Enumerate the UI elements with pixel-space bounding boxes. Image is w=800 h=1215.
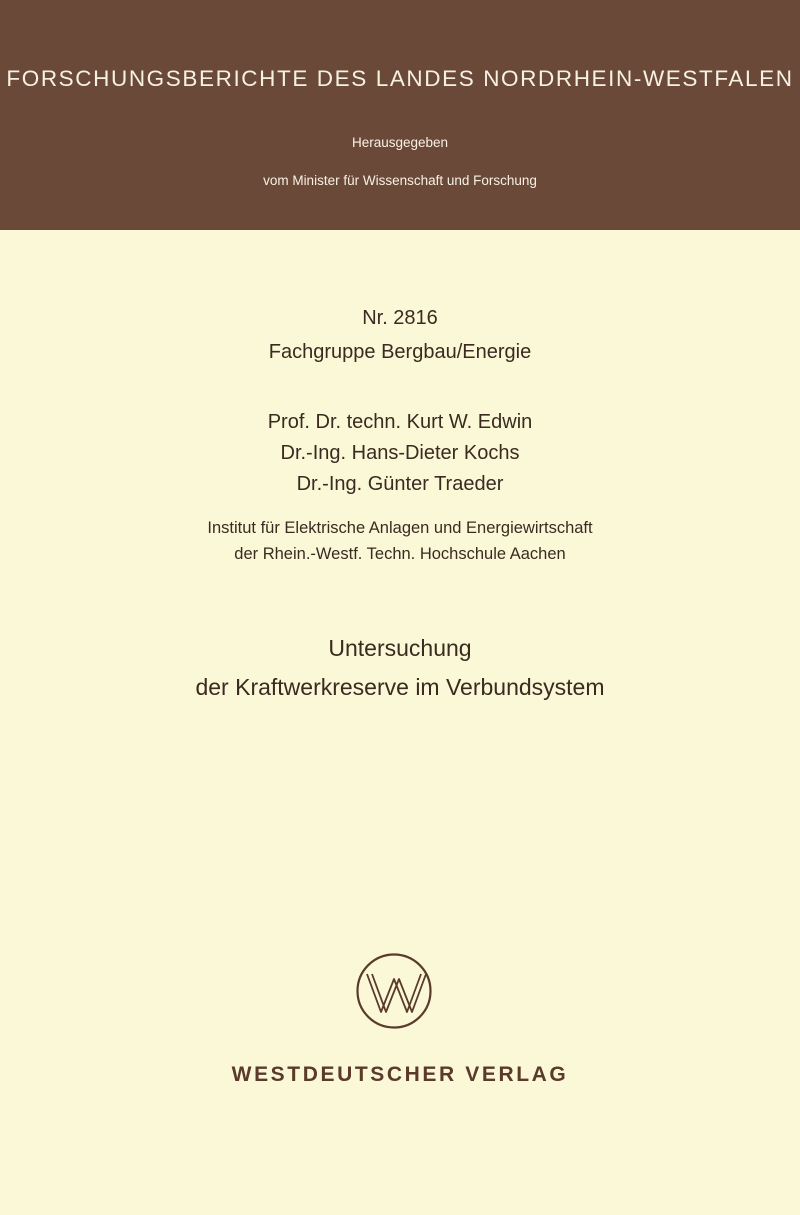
report-number: Nr. 2816 (362, 307, 438, 329)
editor-line: Herausgegeben (351, 135, 449, 150)
header-band (0, 0, 800, 230)
book-title-line-2: der Kraftwerkreserve im Verbundsystem (195, 674, 605, 700)
subject-group: Fachgruppe Bergbau/Energie (268, 341, 532, 363)
wv-monogram-icon (355, 952, 433, 1030)
institute-line-1: Institut für Elektrische Anlagen und Energiewirtschaft (207, 519, 593, 537)
author-1: Prof. Dr. techn. Kurt W. Edwin (267, 411, 533, 433)
ministry-line: vom Minister für Wissenschaft und Forschung (263, 173, 537, 188)
publisher-name: WESTDEUTSCHER VERLAG (231, 1063, 569, 1086)
book-title-line-1: Untersuchung (328, 635, 472, 661)
institute-line-2: der Rhein.-Westf. Techn. Hochschule Aachen (234, 545, 566, 563)
series-title: FORSCHUNGSBERICHTE DES LANDES NORDRHEIN-WESTFALEN (6, 66, 794, 91)
author-2: Dr.-Ing. Hans-Dieter Kochs (280, 442, 520, 464)
author-3: Dr.-Ing. Günter Traeder (296, 473, 504, 495)
